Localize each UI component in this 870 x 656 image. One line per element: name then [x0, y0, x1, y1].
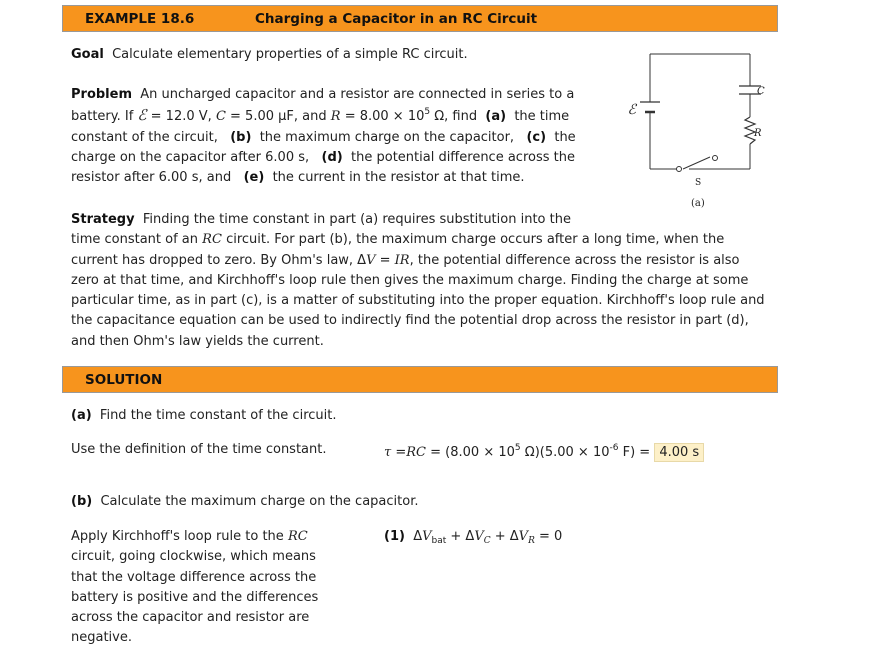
part-b-step-line-5: across the capacitor and resistor are	[71, 610, 310, 626]
problem-line-2: battery. If ℰ = 12.0 V, C = 5.00 μF, and $R = 8.00 \times 10^5$ Ω, find (a) the time	[71, 106, 570, 125]
part-b-label: (b)	[71, 494, 93, 509]
example-header-bar	[62, 5, 778, 32]
fig-switch-label: S	[695, 178, 702, 188]
example-number: EXAMPLE 18.6	[85, 11, 195, 27]
strategy-line-4: zero at that time, and Kirchhoff's loop rule then gives the maximum charge. Finding the charge at some	[71, 272, 749, 288]
fig-capacitor-label: C	[757, 86, 765, 97]
problem-paragraph	[71, 85, 606, 188]
strategy-line-3: current has dropped to zero. By Ohm's law, ΔV = IR, the potential difference across the resistor is also	[71, 252, 740, 268]
problem-line-1: An uncharged capacitor and a resistor are connected in series to a	[140, 87, 575, 102]
strategy-line-7: and then Ohm's law yields the current.	[71, 333, 324, 349]
part-d-marker: (d)	[321, 149, 343, 165]
fig-emf-label: ℰ	[627, 102, 636, 118]
strategy-line-2: time constant of an RC circuit. For part (b), the maximum charge occurs after a long time, when the	[71, 232, 725, 248]
part-b-step-line-1: Apply Kirchhoff's loop rule to the RC	[71, 529, 308, 544]
goal-line	[71, 45, 468, 65]
example-title: Charging a Capacitor in an RC Circuit	[255, 11, 538, 27]
fig-resistor-label: R	[754, 128, 762, 139]
part-b-text: Calculate the maximum charge on the capacitor.	[100, 494, 419, 509]
switch-terminal-left	[677, 167, 682, 172]
part-a-label: (a)	[71, 408, 92, 423]
switch-terminal-right	[713, 156, 718, 161]
equation-number: (1)	[384, 529, 405, 544]
part-a-marker: (a)	[485, 109, 507, 125]
strategy-line-6: the capacitance equation can be used to indirectly find the potential drop across the resistor in part (d),	[71, 313, 749, 329]
part-b-step-line-6: negative.	[71, 630, 132, 646]
problem-line-5: resistor after 6.00 s, and (e) the current in the resistor at that time.	[71, 170, 525, 186]
part-b-step-line-3: that the voltage difference across the	[71, 569, 317, 585]
problem-line-3: constant of the circuit, (b) the maximum charge on the capacitor, (c) the	[71, 129, 576, 145]
problem-label: Problem	[71, 87, 132, 102]
part-a-equation: $\tau =RC = (8.00 \times 10^5$ $\Omega)(5.00 \times 10^{-6}$ F) = 4.00 s	[384, 443, 704, 463]
part-c-marker: (c)	[526, 129, 547, 145]
strategy-line-1: Finding the time constant in part (a) requires substitution into the	[142, 212, 571, 227]
part-a-heading	[71, 406, 336, 426]
part-a-step: Use the definition of the time constant.	[71, 442, 327, 457]
goal-label: Goal	[71, 47, 104, 62]
part-b-heading	[71, 492, 419, 512]
strategy-paragraph	[71, 210, 791, 352]
part-b-step-line-2: circuit, going clockwise, which means	[71, 549, 316, 565]
rc-circuit-diagram	[612, 44, 772, 216]
problem-line-4: charge on the capacitor after 6.00 s, (d) the potential difference across the	[71, 149, 575, 165]
part-a-answer: 4.00 s	[654, 443, 704, 462]
part-a-text: Find the time constant of the circuit.	[99, 408, 337, 423]
solution-label: SOLUTION	[85, 372, 163, 388]
strategy-label: Strategy	[71, 212, 135, 227]
part-b-step-line-4: battery is positive and the differences	[71, 589, 319, 605]
goal-text: Calculate elementary properties of a simple RC circuit.	[112, 47, 468, 62]
kirchhoff-equation: (1) $\Delta V_{bat} + \Delta V_C + \Delta V_R = 0$	[384, 529, 563, 546]
solution-header-bar	[62, 366, 778, 393]
part-e-marker: (e)	[243, 170, 265, 186]
strategy-line-5: particular time, as in part (c), is a matter of substituting into the proper equation. Kirchhoff's loop rule and	[71, 293, 765, 309]
part-b-step	[71, 527, 361, 649]
part-b-marker: (b)	[230, 129, 252, 145]
fig-caption: (a)	[691, 198, 705, 209]
